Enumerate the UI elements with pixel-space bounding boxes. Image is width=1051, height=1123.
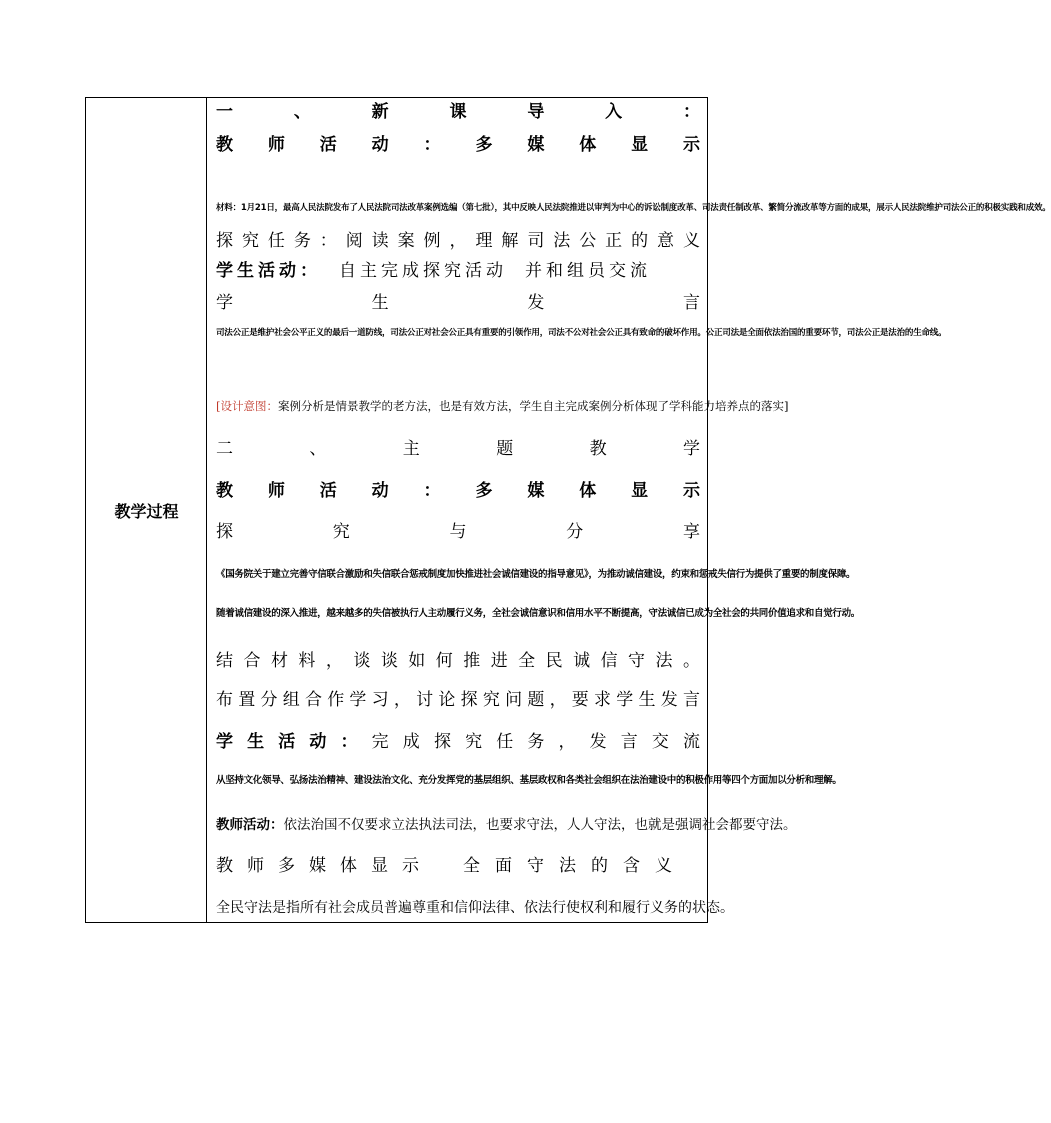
policy-material-2: 随着诚信建设的深入推进，越来越多的失信被执行人主动履行义务，全社会诚信意识和信用水平不断提高，守法诚信已成为全社会的共同价值追求和自觉行动。 <box>216 608 861 619</box>
group-assignment: 布置分组合作学习，讨论探究问题，要求学生发言 <box>216 690 700 710</box>
answer-analysis: 从坚持文化领导、弘扬法治精神、建设法治文化、充分发挥党的基层组织、基层政权和各类社会组织在法治建设中的积极作用等四个方面加以分析和理解。 <box>216 775 842 786</box>
teacher-display-3-text: 全面守法的含义 <box>463 856 687 876</box>
content-cell <box>207 98 1051 922</box>
design-intent <box>216 398 789 414</box>
teacher-activity-3-text: 依法治国不仅要求立法执法司法，也要求守法，人人守法，也就是强调社会都要守法。 <box>283 817 797 833</box>
student-activity-text: 自主完成探究活动 <box>339 261 507 281</box>
teacher-display-3 <box>216 855 700 877</box>
teacher-activity-1: 教师活动：多媒体显示 <box>216 135 700 155</box>
row-label-cell <box>86 98 207 922</box>
student-activity-1 <box>216 260 700 282</box>
explore-share: 探究与分享 <box>216 522 700 542</box>
discussion-question: 结合材料，谈谈如何推进全民诚信守法。 <box>216 651 700 671</box>
teacher-activity-3-label: 教师活动： <box>216 817 284 833</box>
policy-material-1: 《国务院关于建立完善守信联合激励和失信联合惩戒制度加快推进社会诚信建设的指导意见》，为推动诚信建设，约束和惩戒失信行为提供了重要的制度保障。 <box>216 569 856 580</box>
teacher-activity-2: 教师活动：多媒体显示 <box>216 481 700 501</box>
case-material: 材料：1月21日，最高人民法院发布了人民法院司法改革案例选编（第七批），其中反映人民法院推进以审判为中心的诉讼制度改革、司法责任制改革、繁简分流改革等方面的成果，展示人民法院维护司法公正的积极实践和成效。 <box>216 203 1051 213</box>
teacher-display-3-label: 教师多媒体显示 <box>216 856 433 876</box>
student-activity-text-2: 并和组员交流 <box>525 261 651 281</box>
section-heading-1: 一、新课导入： <box>216 102 700 122</box>
teacher-activity-3 <box>216 816 797 834</box>
student-speech: 学生发言 <box>216 293 700 313</box>
inquiry-task: 探究任务：阅读案例，理解司法公正的意义 <box>216 231 700 251</box>
row-label: 教学过程 <box>114 502 179 521</box>
student-activity-2 <box>216 731 700 753</box>
justice-explanation: 司法公正是维护社会公平正义的最后一道防线，司法公正对社会公正具有重要的引领作用，司法不公对社会公正具有致命的破坏作用。公正司法是全面依法治国的重要环节，司法公正是法治的生命线。 <box>216 328 947 338</box>
student-activity-2-label: 学生活动： <box>216 732 372 752</box>
full-law-compliance-definition: 全民守法是指所有社会成员普遍尊重和信仰法律、依法行使权利和履行义务的状态。 <box>216 900 734 916</box>
student-activity-label: 学生活动： <box>216 261 321 281</box>
section-heading-2: 二、主题教学 <box>216 439 700 459</box>
design-intent-text: 案例分析是情景教学的老方法，也是有效方法，学生自主完成案例分析体现了学科能力培养点的落实] <box>278 399 789 413</box>
design-intent-tag: [设计意图： <box>216 399 278 413</box>
student-activity-2-text: 完成探究任务，发言交流 <box>371 732 701 752</box>
lesson-table <box>85 97 1051 923</box>
